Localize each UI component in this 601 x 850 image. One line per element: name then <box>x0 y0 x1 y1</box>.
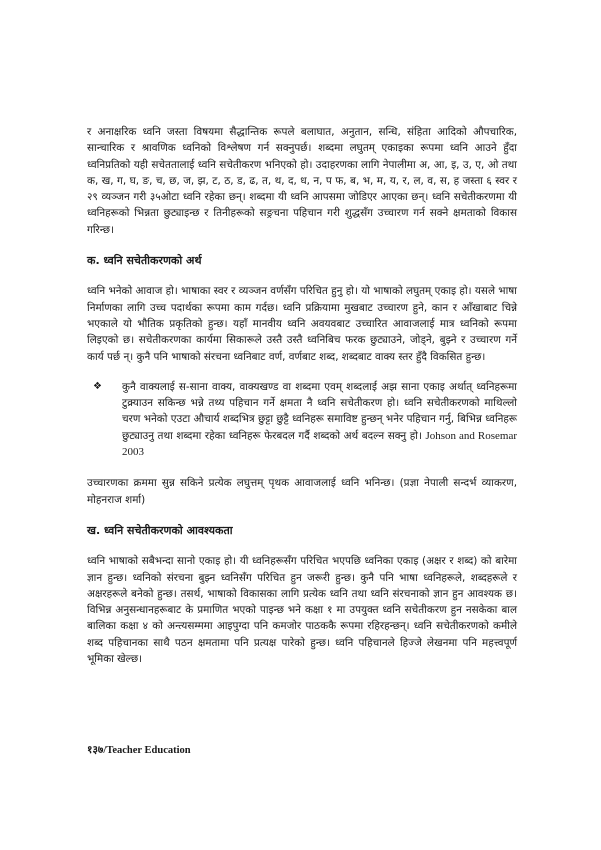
page-footer <box>87 743 191 757</box>
intro-paragraph: र अनाक्षरिक ध्वनि जस्ता विषयमा सैद्धान्तिक रूपले बलाघात, अनुतान, सन्धि, संहिता आदिको औपचारिक, सान्चारिक र श्रावणिक ध्वनिको विश्लेषण गर्न सक्नुपर्छ। शब्दमा लघुतम् एकाइका रूपमा ध्वनि आउने हुँदा ध्वनिप्रतिको यही सचेततालाई ध्वनि सचेतीकरण भनिएको हो। उदाहरणका लागि नेपालीमा अ, आ, इ, उ, ए, ओ तथा क, ख, ग, घ, ङ, च, छ, ज, झ, ट, ठ, ड, ढ, त, थ, द, ध, न, प फ, ब, भ, म, य, र, ल, व, स, ह जस्ता ६ स्वर र २९ व्यञ्जन गरी ३५ओटा ध्वनि रहेका छन्। शब्दमा यी ध्वनि आपसमा जोडिएर आएका छन्। ध्वनि सचेतीकरणमा यी ध्वनिहरूको भिन्नता छुट्याइन्छ र तिनीहरूको सङ्रचना पहिचान गरी शुद्धसँग उच्चारण गर्न सक्ने क्षमताको विकास गरिन्छ। <box>87 126 517 236</box>
section-a-heading: क. ध्वनि सचेतीकरणको अर्थ <box>87 254 202 268</box>
page-number: १३७ <box>87 745 104 756</box>
section-b-paragraph: ध्वनि भाषाको सबैभन्दा सानो एकाइ हो। यी ध्वनिहरूसँग परिचित भएपछि ध्वनिका एकाइ (अक्षर र शब्द) को बारेमा ज्ञान हुन्छ। ध्वनिको संरचना बुझ्न ध्वनिसँग परिचित हुन जरूरी हुन्छ। कुनै पनि भाषा ध्वनिहरूले, शब्दहरूले र अक्षरहरूले बनेको हुन्छ। तसर्थ, भाषाको विकासका लागि प्रत्येक ध्वनि तथा ध्वनि संरचनाको ज्ञान हुन आवश्यक छ। विभिन्न अनुसन्धानहरूबाट के प्रमाणित भएको पाइन्छ भने कक्षा १ मा उपयुक्त ध्वनि सचेतीकरण हुन नसकेका बाल बालिका कक्षा ४ को अन्त्यसम्ममा आइपुग्दा पनि कमजोर पाठककै रूपमा रहिरहन्छन्। ध्वनि सचेतीकरणको कमीले शब्द पहिचानका साथै पठन क्षमतामा पनि प्रत्यक्ष पारेको हुन्छ। ध्वनि पहिचानले हिज्जे लेखनमा पनि महत्त्वपूर्ण भूमिका खेल्छ। <box>87 555 517 666</box>
footer-separator: / <box>103 745 107 756</box>
publication-name: Teacher Education <box>106 745 191 756</box>
bullet-text: कुनै वाक्यलाई स-साना वाक्य, वाक्यखण्ड वा शब्दमा एवम् शब्दलाई अझ साना एकाइ अर्थात् ध्वनिहरूमा टुक्र्याउन सकिन्छ भन्ने तथ्य पहिचान गर्ने क्षमता नै ध्वनि सचेतीकरण हो। ध्वनि सचेतीकरणको माथिल्लो चरण भनेको एउटा औचार्य शब्दभित्र छुट्टा छुट्टै ध्वनिहरू समाविष्ट हुन्छन् भनेर पहिचान गर्नु, बिभिन्न ध्वनिहरू छुट्याउनु तथा शब्दमा रहेका ध्वनिहरू फेरबदल गर्दै शब्दको अर्थ बदल्न सक्नु हो। <box>122 380 517 442</box>
section-b-heading: ख. ध्वनि सचेतीकरणको आवश्यकता <box>87 523 233 537</box>
document-body <box>87 124 517 667</box>
section-a-paragraph: ध्वनि भनेको आवाज हो। भाषाका स्वर र व्यञ्जन वर्णसँग परिचित हुनु हो। यो भाषाको लघुतम् एकाइ हो। यसले भाषा निर्माणका लागि उच्च पदार्थका रूपमा काम गर्दछ। ध्वनि प्रक्रियामा मुखबाट उच्चारण हुने, कान र आँखाबाट चिन्ने भएकाले यो भौतिक प्रकृतिको हुन्छ। यहाँ मानवीय ध्वनि अवयवबाट उच्चारित आवाजलाई मात्र ध्वनिको रूपमा लिइएको छ। सचेतीकरणका कार्यमा सिकारूले उस्तै उस्तै ध्वनिबिच फरक छुट्याउने, जोड्ने, बुझ्ने र उच्चारण गर्ने कार्य पर्छ न्। कुनै पनि भाषाको संरचना ध्वनिबाट वर्ण, वर्णबाट शब्द, शब्दबाट वाक्य स्तर हुँदै विकसित हुन्छ। <box>87 285 517 363</box>
diamond-bullet-icon: ❖ <box>93 380 102 392</box>
bullet-item <box>87 379 517 460</box>
bullet-text-container <box>122 379 517 460</box>
bullet-citation: Johson and Rosemar 2003 <box>122 429 517 459</box>
definition-paragraph: उच्चारणका क्रममा सुन्न सकिने प्रत्येक लघुत्तम् पृथक आवाजलाई ध्वनि भनिन्छ। (प्रज्ञा नेपाली सन्दर्भ व्याकरण, मोहनराज शर्मा) <box>87 477 517 506</box>
